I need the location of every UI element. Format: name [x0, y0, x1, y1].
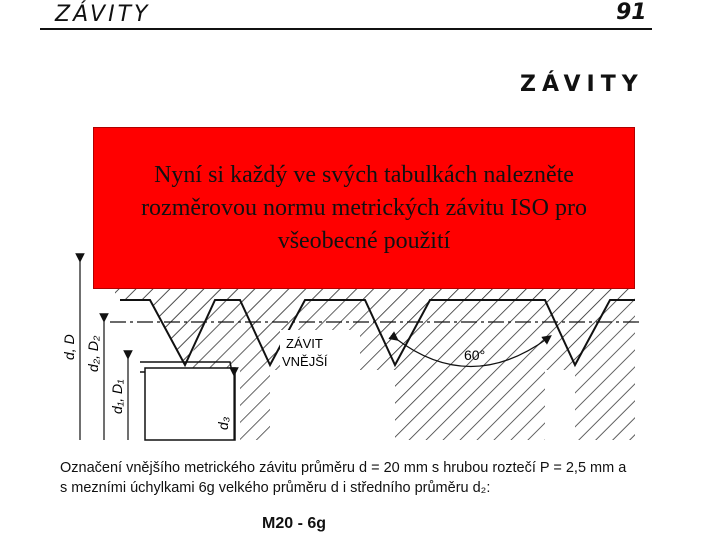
page-number: 91 — [616, 0, 647, 25]
caption — [60, 458, 680, 498]
dim-d-label: d, D — [61, 334, 77, 360]
caption-line-1: Označení vnějšího metrického závitu průměru d = 20 mm s hrubou roztečí P = 2,5 mm a — [60, 460, 627, 476]
header-title: ZÁVITY — [55, 2, 151, 27]
angle-label: 60° — [464, 347, 486, 363]
instruction-text: Nyní si každý ve svých tabulkách nalezněte rozměrovou normu metrických závitu ISO pro všeobecné použití — [141, 161, 587, 254]
caption-line-2: s mezními úchylkami 6g velkého průměru d i středního průměru d₂: — [60, 480, 491, 496]
dim-d3-label: d₃ — [215, 416, 231, 430]
label-external: VNĚJŠÍ — [282, 354, 328, 369]
instruction-overlay — [93, 127, 635, 289]
thread-designation: M20 - 6g — [262, 515, 327, 532]
label-thread: ZÁVIT — [286, 336, 323, 351]
dim-d1-label: d₁, D₁ — [109, 379, 125, 414]
section-title: ZÁVITY — [520, 72, 644, 97]
dim-d2-label: d₂, D₂ — [85, 335, 101, 372]
